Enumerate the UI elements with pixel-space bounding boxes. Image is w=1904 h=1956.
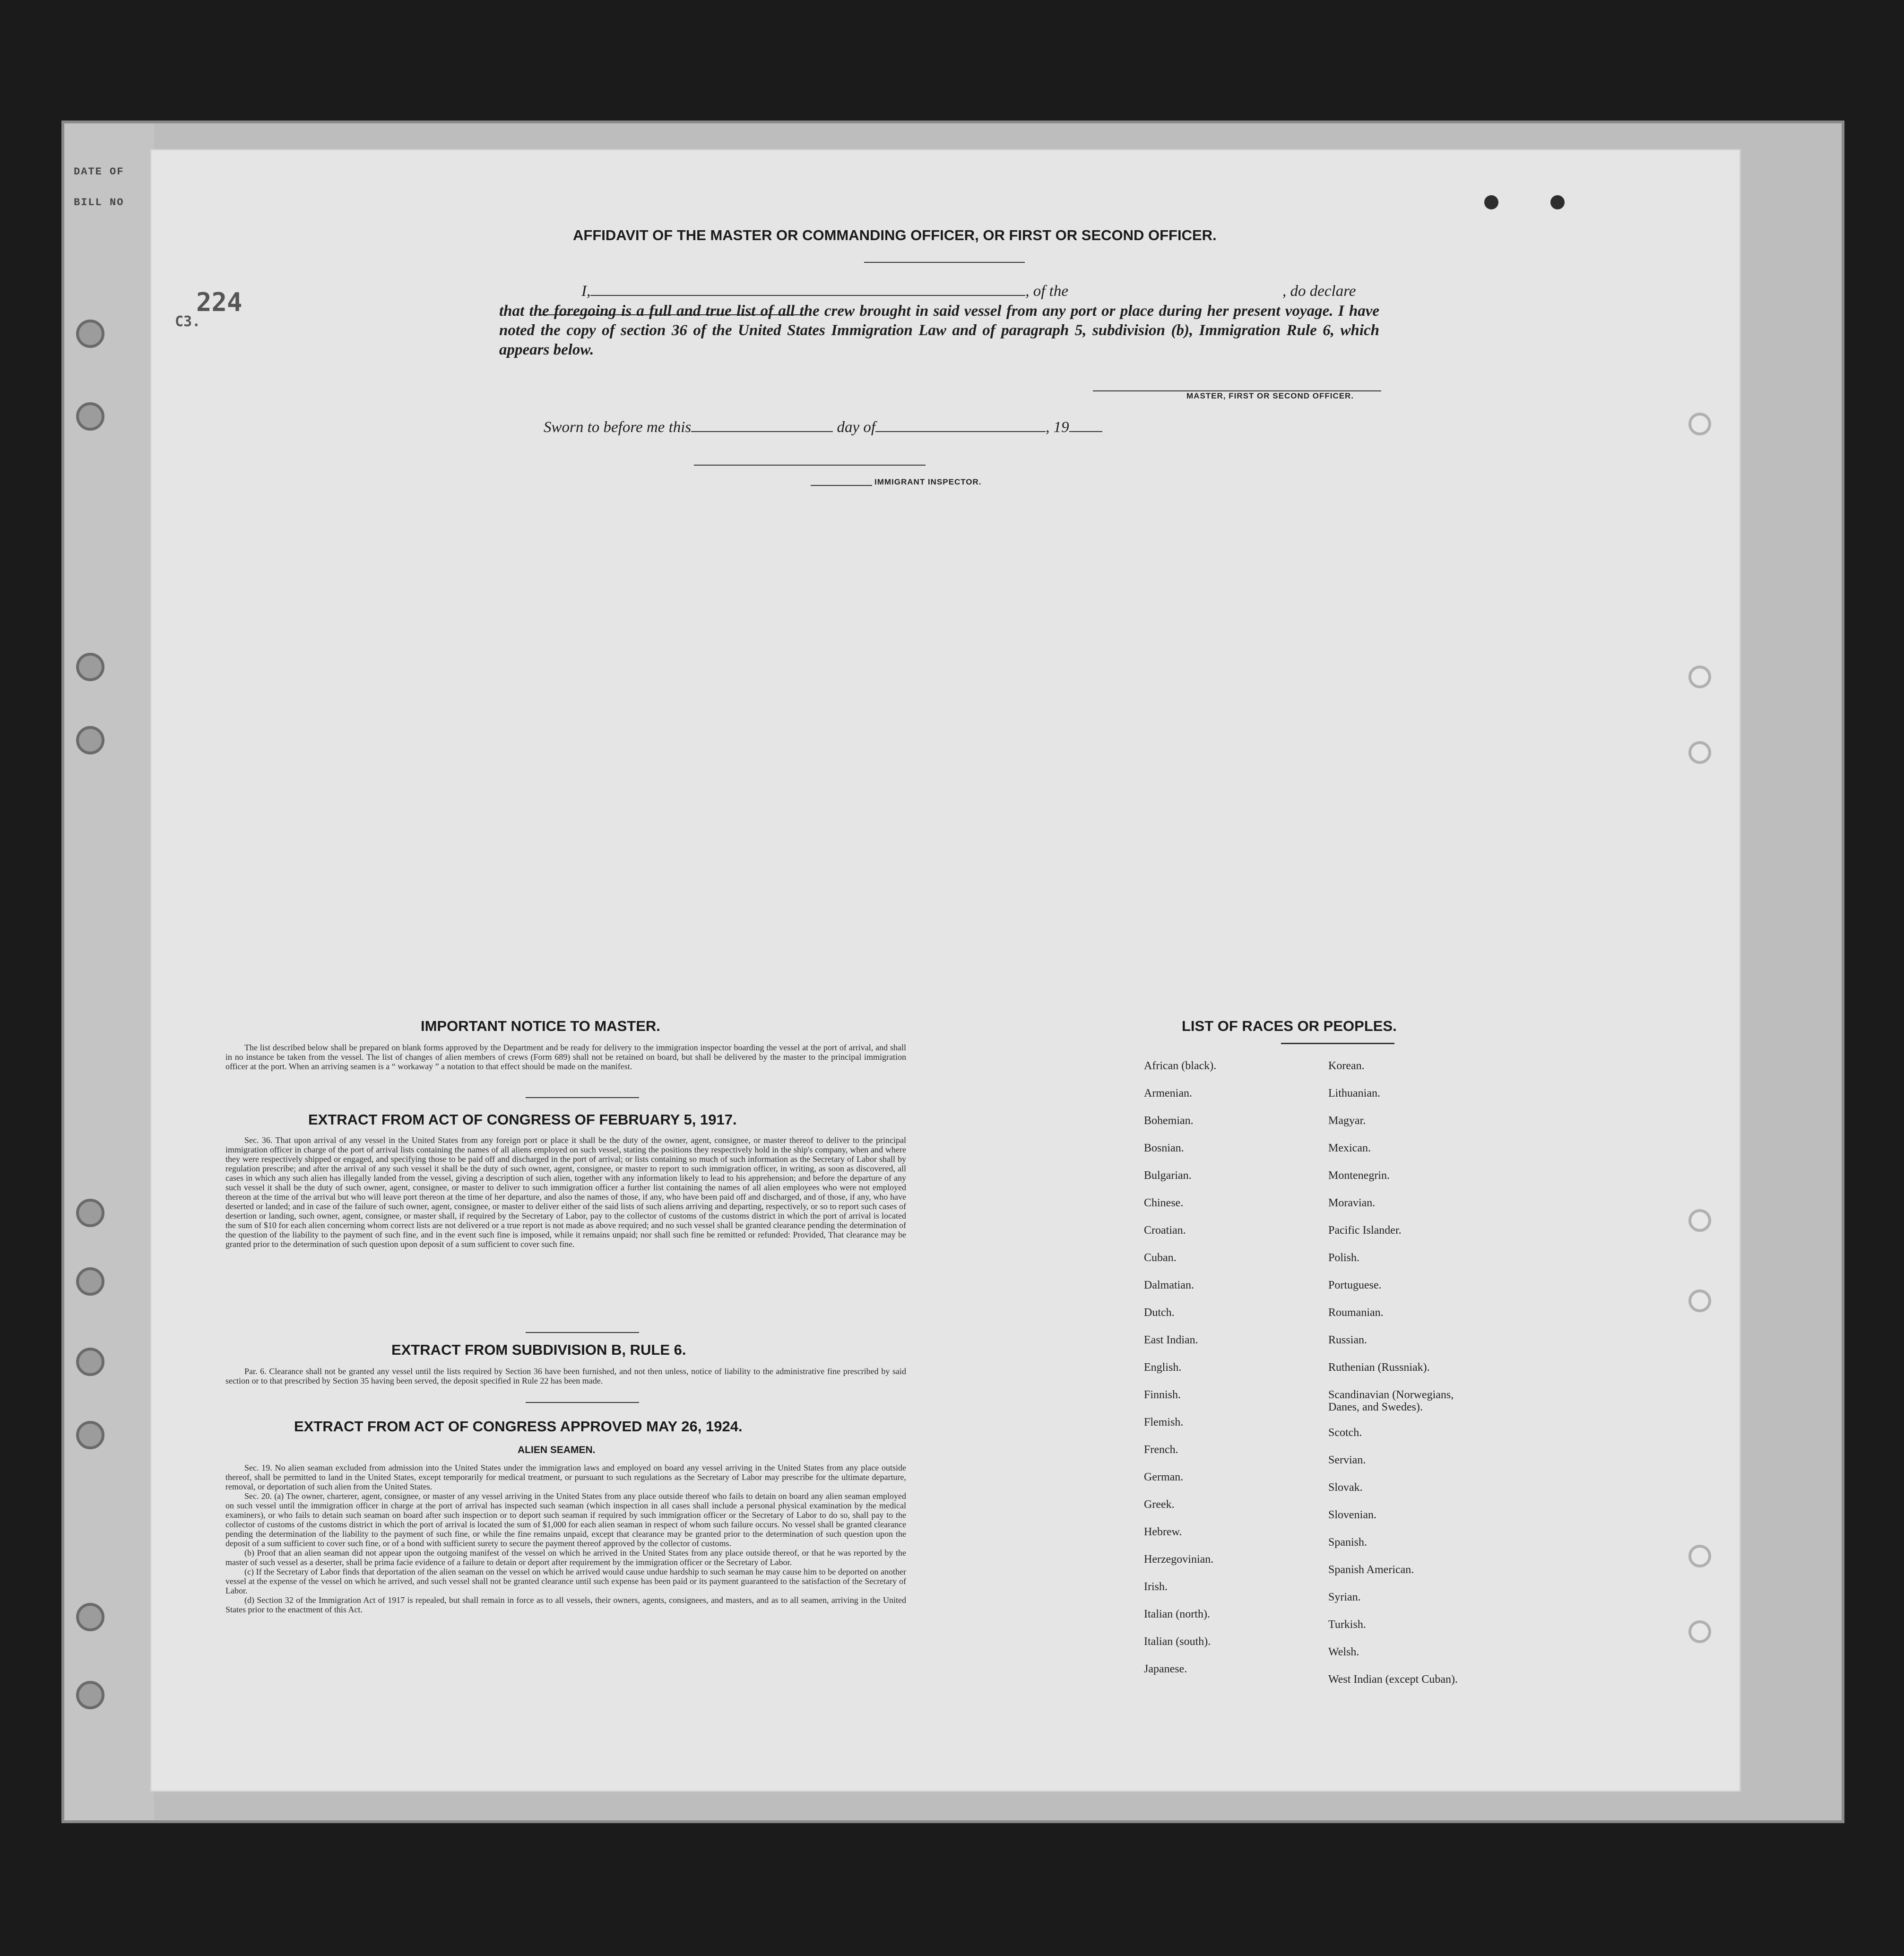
handwritten-number: 224 xyxy=(196,287,242,317)
divider xyxy=(526,1332,639,1333)
extract-rule6-text: Par. 6. Clearance shall not be granted any vessel until the lists required by Section 36 have been furnished, and not then unless, notice of liability to the administrative fine prescribed by said section or to that prescribed by Section 35 having been served, the deposit specified in Rule 22 has been made. xyxy=(225,1367,906,1385)
paragraph-sec20a: Sec. 20. (a) The owner, charterer, agent, consignee, or master of any vessel arriving in the United States from any place outside thereof who fails to detain on board any alien seaman employed on such vessel until the immigration officer in charge at the port of arrival has inspected such seaman (which inspection in all cases shall include a personal physical examination by the medical examiners), or who fails to detain such seaman on board after such inspection or to deport such seaman if required by such immigration officer or the Secretary of Labor to do so, shall pay to the collector of customs of the customs district in which the port of arrival is located the sum of $1,000 for each alien seaman in respect of whom such failure occurs. No vessel shall be granted clearance pending the determination of the liability to the payment of such fine, or while the fine remains unpaid, except that clearance may be granted prior to the determination of such question upon the deposit of a sum sufficient to cover such fine, or of a bond with sufficient surety to secure the payment thereof approved by the collector of customs. xyxy=(225,1491,906,1548)
race-item: Scotch. xyxy=(1328,1427,1362,1439)
binder-hole xyxy=(1688,666,1711,688)
race-item: Pacific Islander. xyxy=(1328,1224,1402,1237)
affidavit-statement: that the foregoing is a full and true list of all the crew brought in said vessel from any port or place during her present voyage. I have noted the copy of section 36 of the United States Immigration Law and of paragraph 5, subdivision (b), Immigration Rule 6, which appears below. xyxy=(499,303,1379,358)
binder-hole xyxy=(1688,1620,1711,1643)
paragraph-sec20d: (d) Section 32 of the Immigration Act of 1917 is repealed, but shall remain in force as to all vessels, their owners, agents, consignees, and masters, and as to all seamen, arriving in the United States prior to the enactment of this Act. xyxy=(225,1595,906,1614)
race-item: Bulgarian. xyxy=(1144,1169,1192,1182)
extract-rule6-title: EXTRACT FROM SUBDIVISION B, RULE 6. xyxy=(391,1342,686,1358)
binder-hole xyxy=(1688,1209,1711,1232)
race-item: Spanish American. xyxy=(1328,1564,1414,1576)
race-item: Portuguese. xyxy=(1328,1279,1382,1291)
race-item: English. xyxy=(1144,1361,1182,1374)
extract-1924-text xyxy=(225,1463,906,1614)
sworn-date-field[interactable] xyxy=(691,431,833,432)
binder-hole xyxy=(76,1199,104,1227)
sworn-line xyxy=(544,418,1158,437)
race-item: German. xyxy=(1144,1471,1184,1483)
form-sheet xyxy=(151,150,1740,1791)
sworn-month-field[interactable] xyxy=(875,431,1046,432)
binder-hole xyxy=(76,726,104,754)
paragraph-sec20b: (b) Proof that an alien seaman did not appear upon the outgoing manifest of the vessel on which he arrived in the United States from any place outside thereof, or that he was reported by the master of such vessel as a deserter, shall be prima facie evidence of a failure to detain or deport after requirement by the immigration officer or the Secretary of Labor. xyxy=(225,1548,906,1567)
race-item: Slovenian. xyxy=(1328,1509,1376,1521)
sworn-prefix: Sworn to before me this xyxy=(544,419,692,436)
strip-label-bill: BILL NO xyxy=(74,197,124,208)
binder-hole xyxy=(1688,1290,1711,1312)
binder-hole xyxy=(1688,741,1711,764)
race-item: Finnish. xyxy=(1144,1389,1181,1401)
race-item: Spanish. xyxy=(1328,1536,1367,1549)
race-item: Dutch. xyxy=(1144,1307,1175,1319)
affidavit-title: AFFIDAVIT OF THE MASTER OR COMMANDING OFFICER, OR FIRST OR SECOND OFFICER. xyxy=(573,227,1217,243)
of-the-label: , of the xyxy=(1025,283,1068,300)
race-item: Korean. xyxy=(1328,1060,1365,1072)
race-item: Bosnian. xyxy=(1144,1142,1184,1154)
extract-1917-title: EXTRACT FROM ACT OF CONGRESS OF FEBRUARY 5, 1917. xyxy=(308,1111,737,1128)
race-item: Russian. xyxy=(1328,1334,1367,1346)
race-item: Cuban. xyxy=(1144,1252,1177,1264)
race-item: Japanese. xyxy=(1144,1663,1187,1675)
paragraph-sec19: Sec. 19. No alien seaman excluded from admission into the United States under the immigration laws and employed on board any vessel arriving in the United States from any place outside thereof, shall be permitted to land in the United States, except temporarily for medical treatment, or pursuant to such regulations as the Secretary of Labor may prescribe for the ultimate departure, removal, or deportation of such alien from the United States. xyxy=(225,1463,906,1491)
binder-hole xyxy=(76,653,104,681)
inspector-signature-line[interactable] xyxy=(694,465,926,466)
binder-hole xyxy=(76,1267,104,1296)
master-label: MASTER, FIRST OR SECOND OFFICER. xyxy=(1186,391,1354,400)
binding-strip xyxy=(64,123,154,1820)
race-item: Mexican. xyxy=(1328,1142,1371,1154)
race-item: Italian (south). xyxy=(1144,1636,1211,1648)
race-item: Roumanian. xyxy=(1328,1307,1384,1319)
race-item: Armenian. xyxy=(1144,1087,1192,1099)
race-item: African (black). xyxy=(1144,1060,1217,1072)
punch-mark xyxy=(1550,195,1565,209)
race-item: Flemish. xyxy=(1144,1416,1184,1428)
races-title: LIST OF RACES OR PEOPLES. xyxy=(1182,1018,1397,1034)
binder-hole xyxy=(76,320,104,348)
notice-title: IMPORTANT NOTICE TO MASTER. xyxy=(421,1018,660,1034)
strip-label-date: DATE OF xyxy=(74,166,124,178)
inspector-label: IMMIGRANT INSPECTOR. xyxy=(874,477,982,486)
race-item: Welsh. xyxy=(1328,1646,1359,1658)
race-item: Polish. xyxy=(1328,1252,1360,1264)
race-item: Turkish. xyxy=(1328,1618,1366,1631)
race-item: Servian. xyxy=(1328,1454,1366,1466)
race-item: Slovak. xyxy=(1328,1481,1363,1494)
extract-1924-title: EXTRACT FROM ACT OF CONGRESS APPROVED MAY 26, 1924. xyxy=(294,1418,743,1435)
sworn-day-label: day of xyxy=(837,419,876,436)
race-item: Bohemian. xyxy=(1144,1115,1194,1127)
race-item: Irish. xyxy=(1144,1581,1168,1593)
race-item: Croatian. xyxy=(1144,1224,1186,1237)
race-item: Herzegovinian. xyxy=(1144,1553,1214,1566)
divider xyxy=(864,262,1025,263)
divider xyxy=(526,1097,639,1098)
sworn-year-field[interactable] xyxy=(1069,431,1102,432)
divider xyxy=(811,485,872,486)
race-item: Hebrew. xyxy=(1144,1526,1182,1538)
binder-hole xyxy=(76,1603,104,1631)
name-field[interactable] xyxy=(590,295,1025,296)
binder-hole xyxy=(76,1348,104,1376)
race-item: West Indian (except Cuban). xyxy=(1328,1673,1458,1686)
race-item: Montenegrin. xyxy=(1328,1169,1390,1182)
alien-seamen-subtitle: ALIEN SEAMEN. xyxy=(518,1445,596,1455)
sworn-year-label: , 19 xyxy=(1046,419,1069,436)
race-item: Dalmatian. xyxy=(1144,1279,1194,1291)
i-label: I, xyxy=(581,283,591,300)
divider xyxy=(526,1402,639,1403)
race-item: Moravian. xyxy=(1328,1197,1376,1209)
binder-hole xyxy=(1688,413,1711,435)
extract-1917-text: Sec. 36. That upon arrival of any vessel in the United States from any foreign port or place it shall be the duty of the owner, agent, consignee, or master thereof to deliver to the principal immigration officer in charge of the port of arrival lists containing the names of all aliens employed on such vessel, stating the positions they respectively hold in the ship's company, when and where they were respectively shipped or engaged, and specifying those to be paid off and discharged in the port of arrival; or lists containing so much of such information as the Secretary of Labor shall by regulation prescribe; and after the arrival of any such vessel it shall be the duty of such owner, agent, consignee, or master to report to such immigration officer, in writing, as soon as discovered, all cases in which any such alien has illegally landed from the vessel, giving a description of such alien, together with any information likely to lead to his apprehension; and before the departure of any such vessel it shall be the duty of such owner, agent, consignee, or master to deliver to such immigration officer a further list containing the names of all alien employees who were not employed thereon at the time of the arrival but who will leave port thereon at the time of her departure, and also the names of those, if any, who have been paid off and discharged, and of those, if any, who have deserted or landed; and in case of the failure of such owner, agent, consignee, or master to deliver either of the said lists of such aliens arriving and departing, respectively, or so to report such cases of desertion or landing, such owner, agent, consignee, or master shall, if required by the Secretary of Labor, pay to the collector of customs of the customs district in which the port of arrival is located the sum of $10 for each alien concerning whom correct lists are not delivered or a true report is not made as above required; and no such vessel shall be granted clearance pending the determination of the question of the liability to the payment of such fine, and in the event such fine is imposed, while it remains unpaid; nor shall such fine be remitted or refunded: Provided, That clearance may be granted prior to the determination of such question upon deposit of a sum sufficient to cover such fine. xyxy=(225,1135,906,1249)
race-item: Greek. xyxy=(1144,1498,1175,1511)
race-item: Chinese. xyxy=(1144,1197,1184,1209)
binder-hole xyxy=(76,1421,104,1449)
notice-text: The list described below shall be prepared on blank forms approved by the Department and be ready for delivery to the immigration inspector boarding the vessel at the port of arrival, and shall in no instance be taken from the vessel. The list of changes of alien members of crews (Form 689) shall not be retained on board, but shall be delivered by the master to the principal immigration officer at the port. When an arriving seamen is a “ workaway ” a notation to that effect should be made on the manifest. xyxy=(225,1043,906,1071)
paragraph-sec20c: (c) If the Secretary of Labor finds that deportation of the alien seaman on the vessel on which he arrived would cause undue hardship to such seaman he may cause him to be deported on another vessel at the expense of the vessel on which he arrived, and such vessel shall not be granted clearance until such expense has been paid or its payment guaranteed to the satisfaction of the Secretary of Labor. xyxy=(225,1567,906,1595)
declare-label: , do declare xyxy=(1282,283,1356,300)
race-item: French. xyxy=(1144,1444,1178,1456)
binder-hole xyxy=(1688,1545,1711,1567)
race-item: Lithuanian. xyxy=(1328,1087,1380,1099)
binder-hole xyxy=(76,402,104,431)
race-item: Ruthenian (Russniak). xyxy=(1328,1361,1430,1374)
divider xyxy=(1281,1043,1394,1044)
race-item: East Indian. xyxy=(1144,1334,1198,1346)
race-item: Scandinavian (Norwegians, Danes, and Swedes). xyxy=(1328,1389,1454,1413)
race-item: Syrian. xyxy=(1328,1591,1361,1603)
binder-hole xyxy=(76,1681,104,1709)
race-item: Italian (north). xyxy=(1144,1608,1210,1620)
handwritten-mark: C3. xyxy=(175,313,201,330)
race-item: Magyar. xyxy=(1328,1115,1366,1127)
punch-mark xyxy=(1484,195,1498,209)
